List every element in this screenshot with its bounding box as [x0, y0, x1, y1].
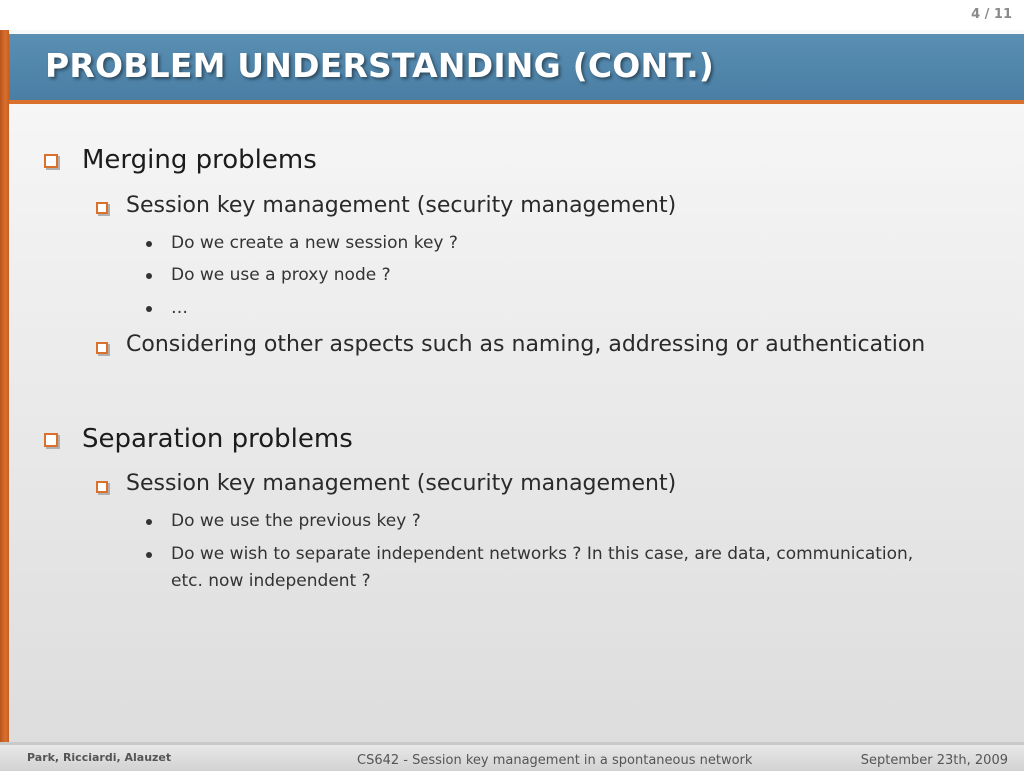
footer: [0, 742, 1024, 771]
square-bullet-icon: [44, 433, 58, 447]
dot-bullet-icon: [146, 273, 152, 279]
point-separate-networks-cont: etc. now independent ?: [171, 571, 371, 591]
square-bullet-icon: [96, 342, 108, 354]
point-new-session-key: Do we create a new session key ?: [171, 233, 458, 253]
section-heading-merging: Merging problems: [82, 145, 317, 175]
point-separate-networks: Do we wish to separate independent networks ? In this case, are data, communication,: [171, 544, 914, 564]
dot-bullet-icon: [146, 552, 152, 558]
square-bullet-icon: [44, 154, 58, 168]
point-previous-key: Do we use the previous key ?: [171, 511, 421, 531]
page-number: 4 / 11: [971, 7, 1012, 22]
dot-bullet-icon: [146, 241, 152, 247]
point-proxy-node: Do we use a proxy node ?: [171, 265, 391, 285]
footer-course: CS642 - Session key management in a spontaneous network: [357, 753, 753, 768]
dot-bullet-icon: [146, 519, 152, 525]
dot-bullet-icon: [146, 306, 152, 312]
section-heading-separation: Separation problems: [82, 424, 353, 454]
footer-date: September 23th, 2009: [860, 753, 1008, 768]
point-ellipsis: …: [171, 298, 188, 318]
subitem-session-key-2: Session key management (security management): [126, 471, 677, 496]
subitem-session-key-1: Session key management (security management): [126, 193, 677, 218]
square-bullet-icon: [96, 481, 108, 493]
slide-title: PROBLEM UNDERSTANDING (CONT.): [45, 46, 715, 85]
footer-authors: Park, Ricciardi, Alauzet: [27, 751, 172, 764]
square-bullet-icon: [96, 202, 108, 214]
subitem-other-aspects: Considering other aspects such as naming, addressing or authentication: [126, 332, 926, 357]
